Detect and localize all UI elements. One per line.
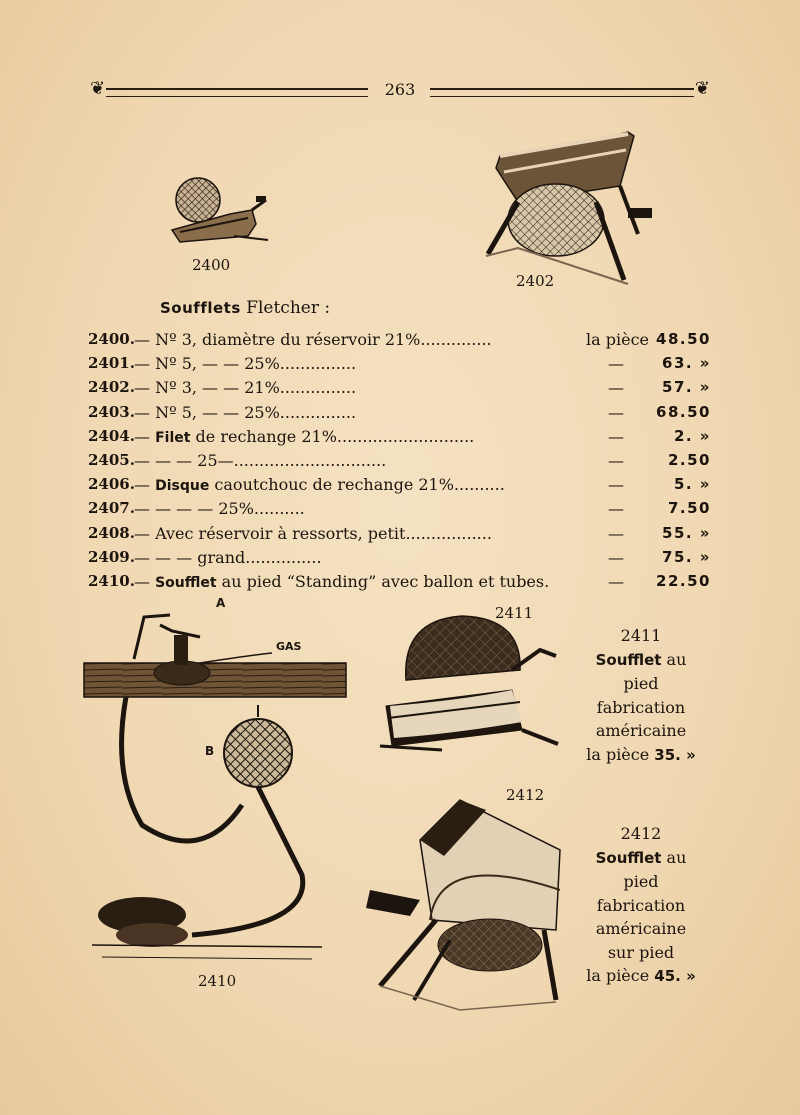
side-2412-price: 45. » <box>654 967 696 985</box>
table-row <box>88 548 713 572</box>
side-2412-l1: au <box>661 847 687 867</box>
item-unit: — <box>608 378 624 398</box>
item-unit: — <box>608 547 624 567</box>
item-price: 75. » <box>662 547 711 566</box>
side-2411-number: 2411 <box>620 626 662 645</box>
item-desc-text: — Nº 3, — — 21%............... <box>134 378 357 398</box>
item-desc-text: — Nº 3, diamètre du réservoir 21%.............. <box>134 330 492 349</box>
item-unit: — <box>608 523 624 543</box>
caption-2400: 2400 <box>192 256 231 274</box>
page-header <box>90 80 710 104</box>
heading-rest: Fletcher : <box>240 298 331 318</box>
item-bold: Soufflet <box>155 574 217 591</box>
side-2411-l1: au <box>661 649 687 669</box>
side-description-2411 <box>585 624 697 767</box>
item-desc-text: — — — — 25%.......... <box>134 499 305 519</box>
item-description <box>134 403 356 422</box>
table-row <box>88 572 713 596</box>
item-number: 2410. <box>88 571 135 590</box>
figure-2400-bellows-icon <box>160 170 280 250</box>
item-number: 2408. <box>88 523 135 542</box>
item-unit: la pièce <box>586 330 649 349</box>
table-row <box>88 403 713 427</box>
label-gas: GAS <box>276 640 302 653</box>
side-2412-number: 2412 <box>620 824 662 843</box>
item-number: 2407. <box>88 499 135 518</box>
price-table <box>88 330 713 596</box>
item-desc-text: — — — 25—.............................. <box>134 450 387 470</box>
heading-bold: Soufflets <box>160 299 241 317</box>
item-description: — Soufflet au pied “Standing” avec ballon et tubes. <box>134 571 550 591</box>
item-number: 2403. <box>88 402 135 421</box>
table-row <box>88 330 713 354</box>
item-desc-text: de rechange 21%........................... <box>190 426 475 446</box>
caption-2402: 2402 <box>516 272 555 290</box>
side-2411-line1 <box>585 648 697 673</box>
item-unit: — <box>608 450 624 470</box>
figure-2402-bellows-icon <box>478 128 663 288</box>
item-description <box>134 354 356 373</box>
header-rule-right <box>430 88 694 97</box>
label-a: A <box>216 596 226 610</box>
page-number: 263 <box>384 80 416 99</box>
item-desc-text: — Nº 5, — — 25%............... <box>134 354 357 374</box>
item-number: 2405. <box>88 450 135 469</box>
item-unit: — <box>608 402 624 422</box>
side-2412-line1 <box>585 846 697 871</box>
table-row <box>88 354 713 378</box>
item-price: 22.50 <box>656 571 711 590</box>
table-row <box>88 378 713 402</box>
item-number: 2404. <box>88 426 135 445</box>
caption-2412: 2412 <box>506 786 545 804</box>
figure-2411-bellows-icon <box>372 610 567 760</box>
item-desc-text: au pied “Standing” avec ballon et tubes. <box>216 571 550 591</box>
item-desc-text: — Nº 5, — — 25%............... <box>134 402 357 422</box>
item-price: 7.50 <box>667 499 711 518</box>
item-desc-text: — Avec réservoir à ressorts, petit................. <box>134 523 492 543</box>
item-description <box>134 524 492 543</box>
item-description <box>134 378 356 397</box>
ornament-right-icon: ❦ <box>694 78 710 99</box>
label-b: B <box>205 744 215 758</box>
side-2412-line4: américaine <box>595 919 687 938</box>
table-row <box>88 475 713 499</box>
side-2412-line2: pied <box>623 872 659 891</box>
item-number: 2409. <box>88 547 135 566</box>
item-unit: — <box>608 475 624 495</box>
item-price: 48.50 <box>656 330 711 348</box>
item-number: 2400. <box>88 330 135 348</box>
item-number: 2402. <box>88 378 135 397</box>
side-2411-bold: Soufflet <box>595 650 662 669</box>
side-2412-bold: Soufflet <box>595 848 662 867</box>
item-price: 57. » <box>662 378 711 397</box>
item-price: 68.50 <box>656 402 711 421</box>
item-description: — Filet de rechange 21%........................... <box>134 426 475 446</box>
side-2411-price: 35. » <box>654 745 696 764</box>
item-unit: — <box>608 499 624 519</box>
side-2411-price-line <box>585 743 697 768</box>
item-price: 2.50 <box>667 450 711 469</box>
item-description <box>134 499 305 518</box>
item-price: 55. » <box>662 523 711 542</box>
side-2411-unit: la pièce <box>586 744 655 764</box>
table-row <box>88 427 713 451</box>
item-number: 2406. <box>88 475 135 494</box>
item-description <box>134 548 322 567</box>
side-2412-unit: la pièce <box>586 966 655 985</box>
item-desc-text: — — — grand............... <box>134 547 322 567</box>
item-description <box>134 451 386 470</box>
item-unit: — <box>608 426 624 446</box>
item-price: 5. » <box>673 475 711 494</box>
side-2411-line4: américaine <box>595 721 687 740</box>
item-price: 63. » <box>662 354 711 373</box>
figure-2410-standing-bellows-icon <box>82 595 350 975</box>
side-2412-line3: fabrication <box>596 895 686 915</box>
item-description <box>134 330 492 349</box>
caption-2410: 2410 <box>198 972 237 990</box>
item-price: 2. » <box>673 426 711 445</box>
item-description: — Disque caoutchouc de rechange 21%.......... <box>134 475 505 495</box>
side-2411-line2: pied <box>623 674 659 693</box>
item-desc-text: caoutchouc de rechange 21%.......... <box>209 475 505 495</box>
item-unit: — <box>608 571 624 591</box>
item-unit: — <box>608 354 624 374</box>
side-2412-line5: sur pied <box>607 942 675 962</box>
item-bold: Disque <box>155 478 210 495</box>
figure-2412-bellows-icon <box>360 790 575 1015</box>
ornament-left-icon: ❦ <box>90 78 106 99</box>
table-row <box>88 524 713 548</box>
header-rule-left <box>106 88 368 97</box>
caption-2411: 2411 <box>495 604 534 622</box>
side-description-2412 <box>585 822 697 989</box>
side-2411-line3: fabrication <box>596 697 686 717</box>
item-bold: Filet <box>155 429 191 446</box>
side-2412-price-line <box>585 964 697 989</box>
section-heading <box>160 298 330 318</box>
table-row <box>88 451 713 475</box>
table-row <box>88 499 713 523</box>
item-number: 2401. <box>88 354 135 373</box>
